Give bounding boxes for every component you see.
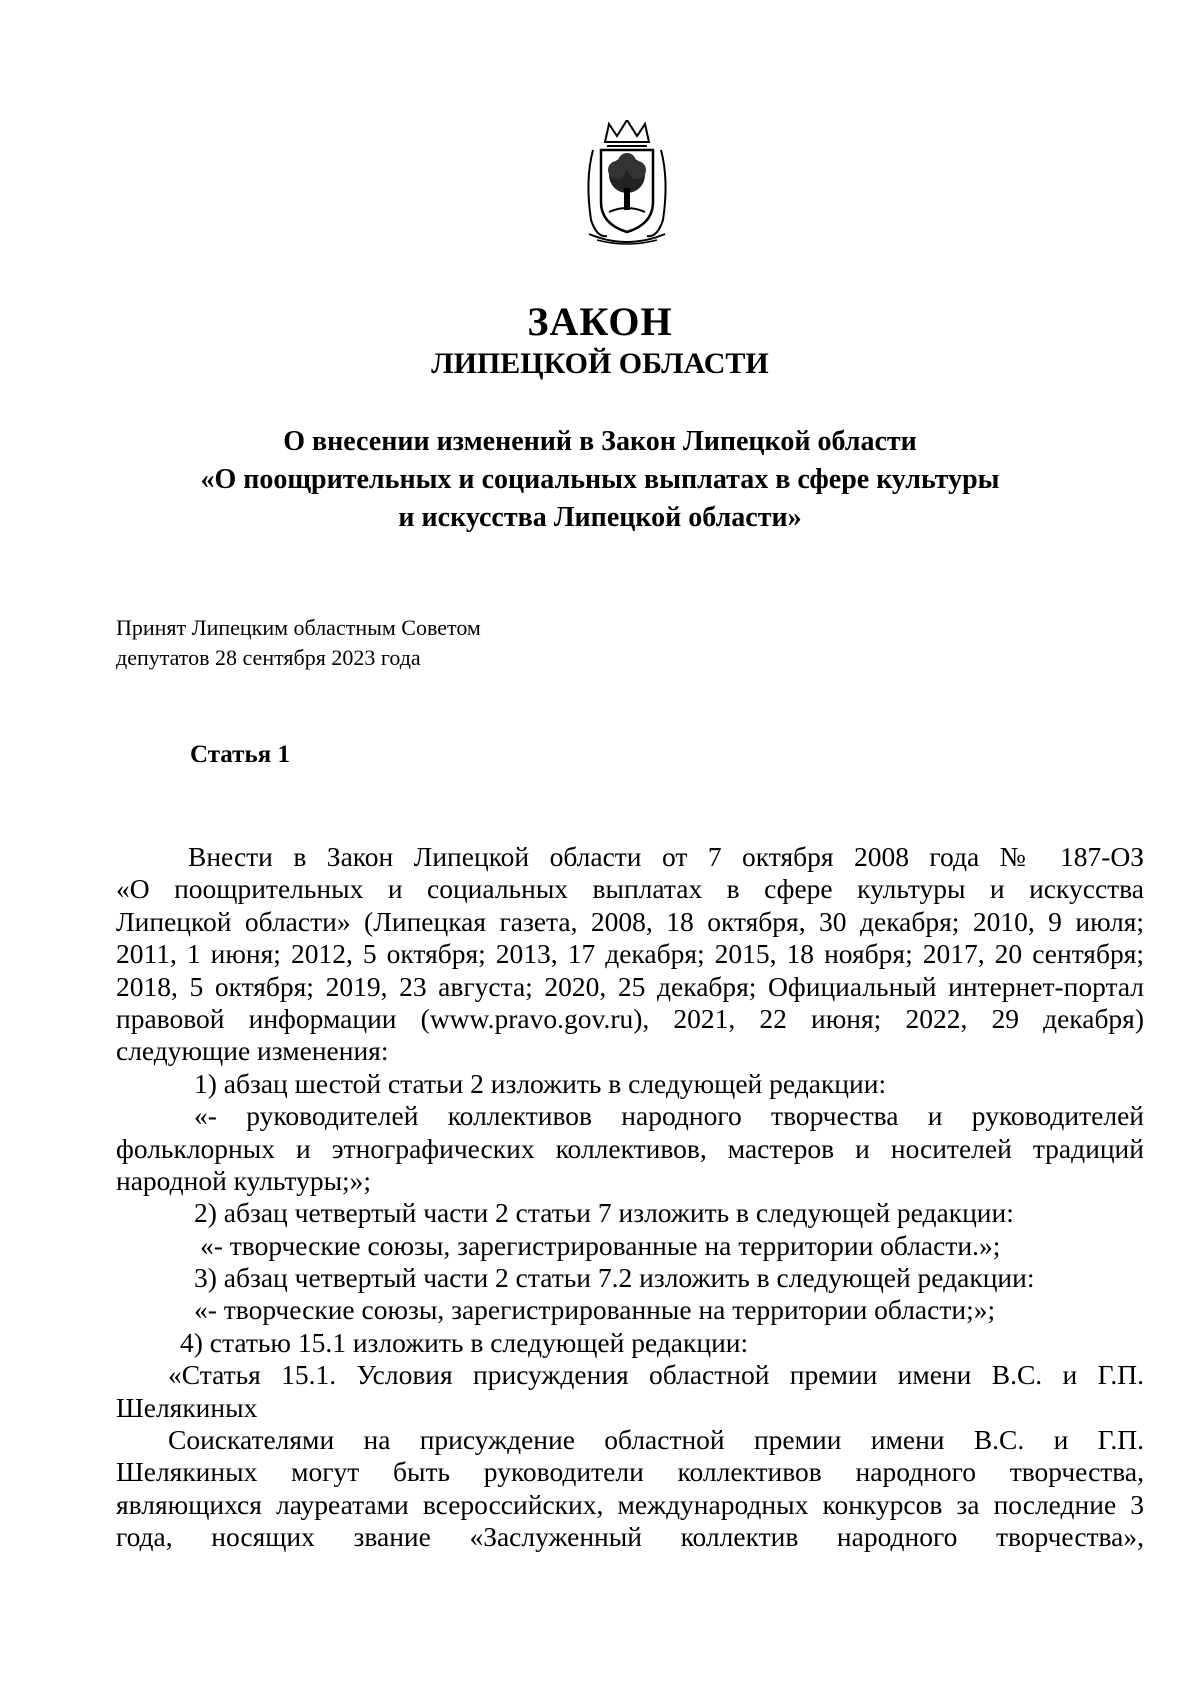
text-line: народной культуры;»; bbox=[116, 1164, 372, 1196]
text-line: Внести в Закон Липецкой области от 7 октября 2008 года № 187-ОЗ bbox=[188, 841, 1144, 872]
text-line: «О поощрительных и социальных выплатах в сфере культуры и искусства bbox=[116, 873, 1144, 905]
text-line: следующие изменения: bbox=[116, 1035, 389, 1067]
text-line: правовой информации (www.pravo.gov.ru), 2021, 22 июня; 2022, 29 декабря) bbox=[116, 1002, 1144, 1034]
law-name bbox=[0, 423, 1200, 537]
law-name-line: «О поощрительных и социальных выплатах в сфере культуры bbox=[200, 464, 1000, 495]
law-title: ЗАКОН bbox=[527, 299, 673, 344]
adoption-line: Принят Липецким областным Советом bbox=[116, 615, 481, 640]
text-line: «- творческие союзы, зарегистрированные на территории области;»; bbox=[194, 1294, 996, 1326]
law-name-line: О внесении изменений в Закон Липецкой области bbox=[283, 426, 917, 457]
text-line: 2011, 1 июня; 2012, 5 октября; 2013, 17 декабря; 2015, 18 ноября; 2017, 20 сентября; bbox=[116, 938, 1144, 970]
text-line: Соискателями на присуждение областной премии имени В.С. и Г.П. bbox=[168, 1424, 1144, 1456]
text-line: 2018, 5 октября; 2019, 23 августа; 2020, 25 декабря; Официальный интернет-портал bbox=[116, 970, 1144, 1002]
coat-of-arms-emblem bbox=[577, 120, 677, 248]
text-line: «- руководителей коллективов народного творчества и руководителей bbox=[194, 1100, 1144, 1132]
text-line: Шелякиных могут быть руководители коллективов народного творчества, bbox=[116, 1456, 1144, 1488]
text-line: 4) статью 15.1 изложить в следующей редакции: bbox=[180, 1326, 749, 1358]
article-body bbox=[116, 841, 1144, 1554]
adoption-line: депутатов 28 сентября 2023 года bbox=[116, 645, 421, 670]
text-line: 3) абзац четвертый части 2 статьи 7.2 изложить в следующей редакции: bbox=[194, 1262, 1035, 1294]
text-line: являющихся лауреатами всероссийских, международных конкурсов за последние 3 bbox=[116, 1488, 1144, 1520]
text-line: фольклорных и этнографических коллективов, мастеров и носителей традиций bbox=[116, 1132, 1144, 1164]
article-heading: Статья 1 bbox=[190, 741, 290, 768]
text-line: «- творческие союзы, зарегистрированные на территории области.»; bbox=[200, 1229, 1001, 1261]
text-line: 2) абзац четвертый части 2 статьи 7 изложить в следующей редакции: bbox=[194, 1197, 1014, 1229]
text-line: года, носящих звание «Заслуженный коллектив народного творчества», bbox=[116, 1521, 1144, 1553]
text-line: «Статья 15.1. Условия присуждения областной премии имени В.С. и Г.П. bbox=[168, 1359, 1144, 1391]
law-name-line: и искусства Липецкой области» bbox=[398, 502, 802, 533]
adoption-note bbox=[116, 613, 481, 673]
text-line: Липецкой области» (Липецкая газета, 2008, 18 октября, 30 декабря; 2010, 9 июля; bbox=[116, 905, 1144, 937]
coat-of-arms-icon bbox=[577, 120, 677, 248]
text-line: 1) абзац шестой статьи 2 изложить в следующей редакции: bbox=[194, 1067, 887, 1099]
text-line: Шелякиных bbox=[116, 1391, 258, 1423]
law-region: ЛИПЕЦКОЙ ОБЛАСТИ bbox=[431, 347, 769, 380]
